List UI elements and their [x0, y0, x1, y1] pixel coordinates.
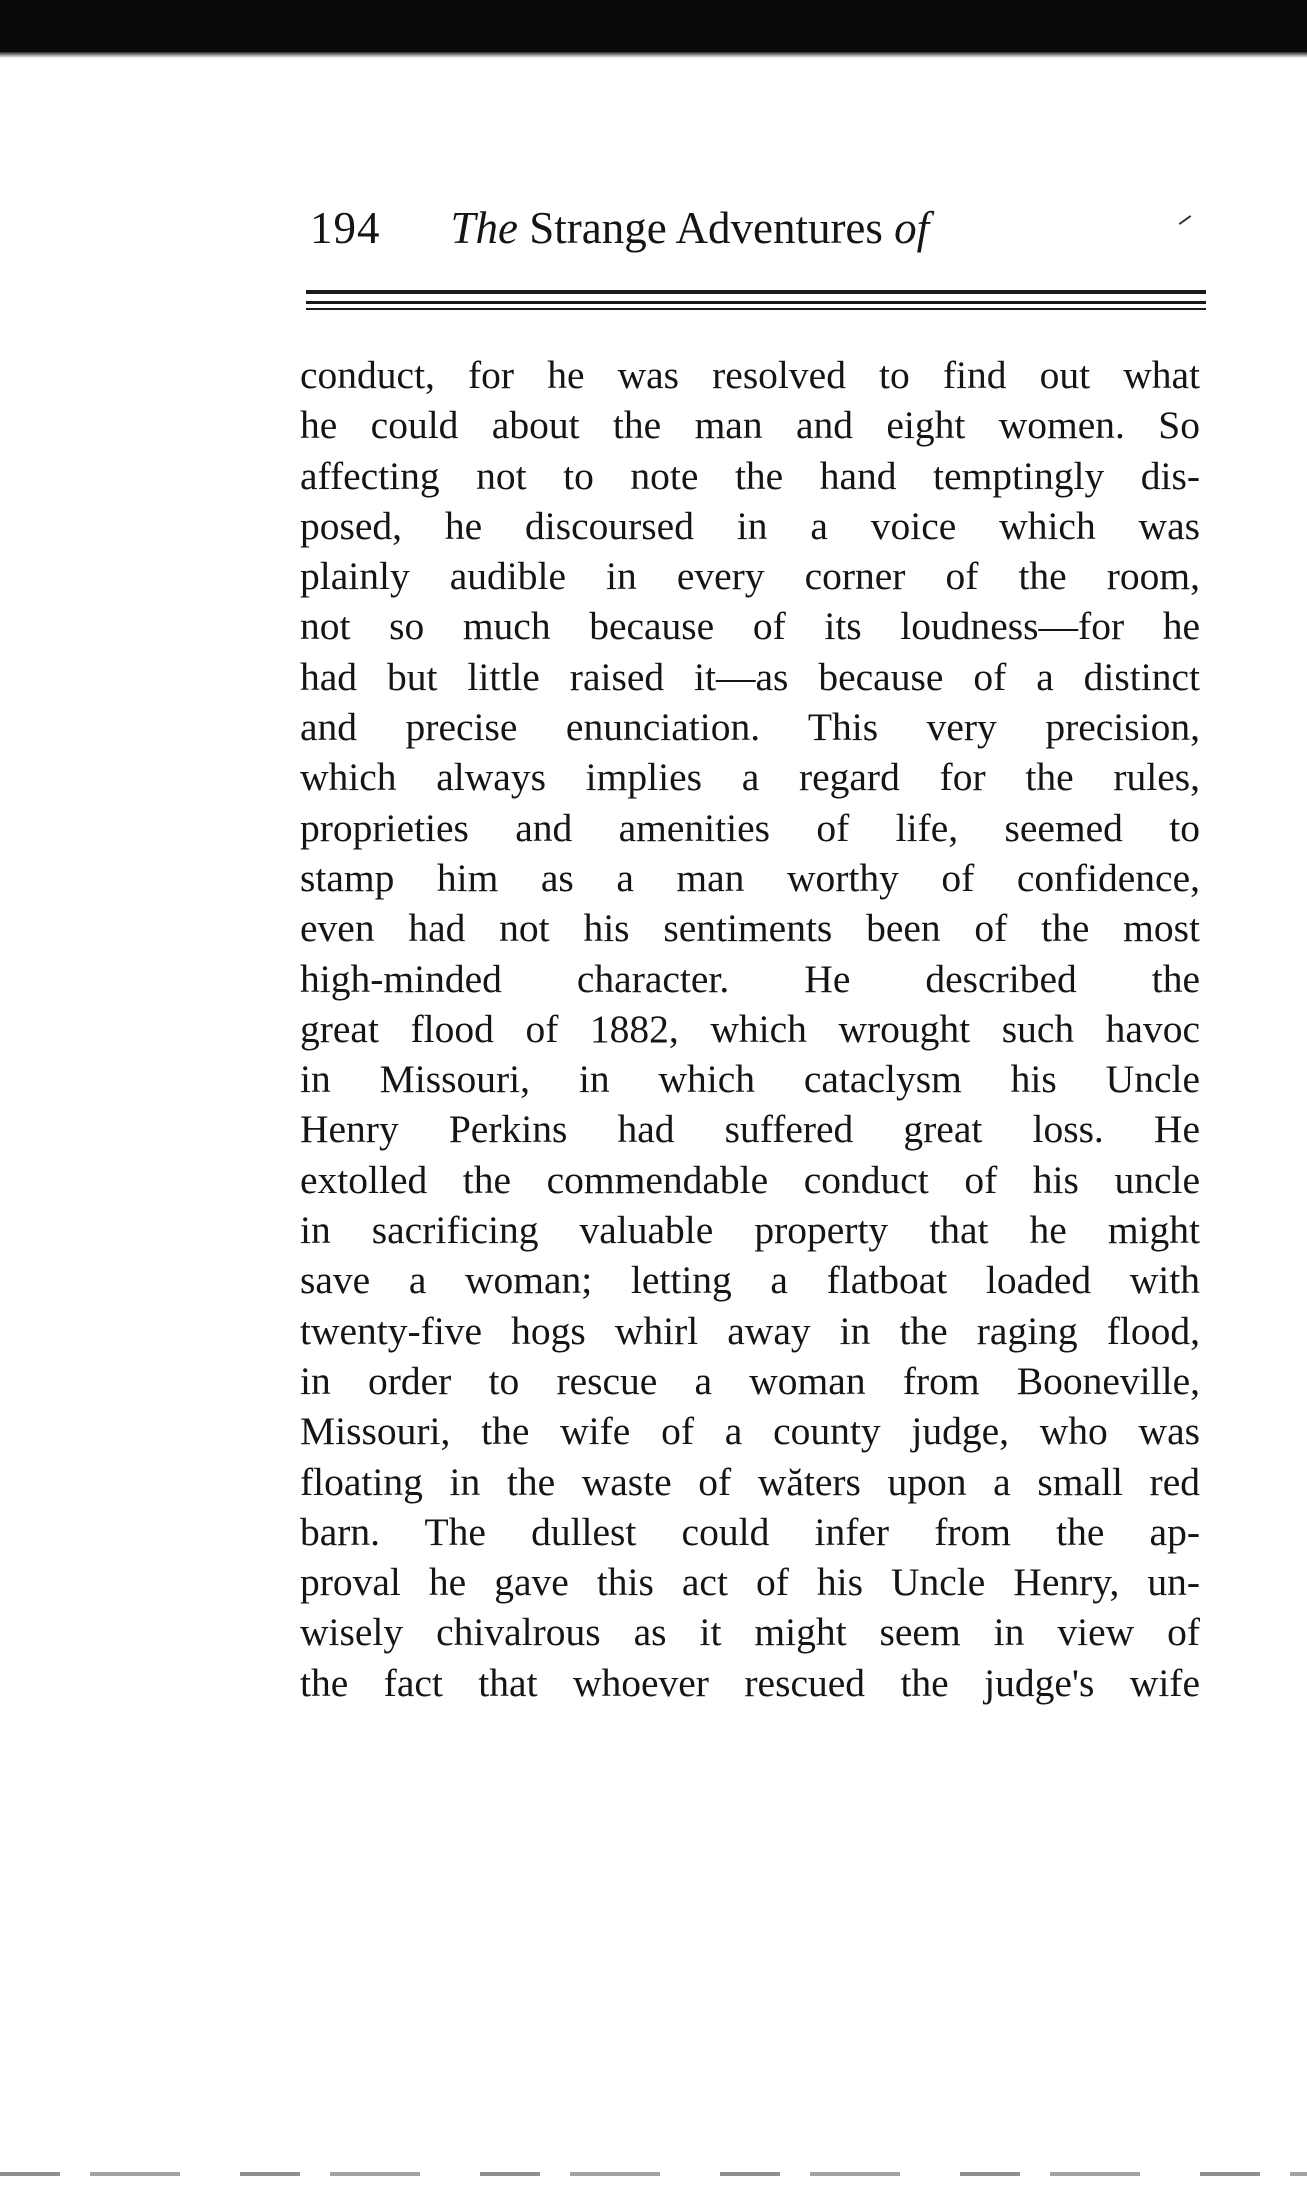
- text-line: Henry Perkins had suffered great loss. He: [300, 1107, 1200, 1152]
- text-line: Missouri, the wife of a county judge, who was: [300, 1409, 1200, 1454]
- title-of: of: [894, 203, 930, 253]
- text-line: floating in the waste of wăters upon a small red: [300, 1459, 1200, 1504]
- text-line: not so much because of its loudness—for he: [300, 604, 1200, 649]
- header-rule-thin: [306, 308, 1206, 310]
- text-line: in order to rescue a woman from Booneville,: [300, 1358, 1200, 1403]
- text-line: affecting not to note the hand temptingly dis-: [300, 453, 1200, 498]
- text-line: in Missouri, in which cataclysm his Uncle: [300, 1057, 1200, 1102]
- text-line: which always implies a regard for the rules,: [300, 755, 1200, 800]
- text-line: had but little raised it—as because of a distinct: [300, 654, 1200, 699]
- text-line: and precise enunciation. This very precision,: [300, 705, 1200, 750]
- title-the: The: [450, 203, 518, 253]
- header-rule-thick: [306, 290, 1206, 294]
- text-line: save a woman; letting a flatboat loaded with: [300, 1258, 1200, 1303]
- text-line: great flood of 1882, which wrought such havoc: [300, 1006, 1200, 1051]
- text-line: the fact that whoever rescued the judge's wife: [300, 1660, 1200, 1705]
- page-number: 194: [310, 203, 381, 253]
- text-line: wisely chivalrous as it might seem in view of: [300, 1610, 1200, 1655]
- running-head: [310, 198, 1210, 258]
- scan-top-edge: [0, 52, 1307, 58]
- text-line: plainly audible in every corner of the room,: [300, 554, 1200, 599]
- header-rule-middle: [306, 301, 1206, 304]
- text-line: even had not his sentiments been of the most: [300, 906, 1200, 951]
- title-main: Strange Adventures: [529, 203, 883, 253]
- text-line: twenty-five hogs whirl away in the raging flood,: [300, 1308, 1200, 1353]
- text-line: barn. The dullest could infer from the ap-: [300, 1509, 1200, 1554]
- text-line: proprieties and amenities of life, seemed to: [300, 805, 1200, 850]
- text-line: he could about the man and eight women. So: [300, 403, 1200, 448]
- text-line: in sacrificing valuable property that he might: [300, 1208, 1200, 1253]
- text-line: stamp him as a man worthy of confidence,: [300, 855, 1200, 900]
- body-text: [300, 350, 1200, 1708]
- text-line: proval he gave this act of his Uncle Henry, un-: [300, 1560, 1200, 1605]
- text-line: conduct, for he was resolved to find out what: [300, 353, 1200, 397]
- text-line: posed, he discoursed in a voice which was: [300, 503, 1200, 548]
- text-line: extolled the commendable conduct of his uncle: [300, 1157, 1200, 1202]
- scan-bottom-edge: [0, 2172, 1307, 2176]
- text-line: high-minded character. He described the: [300, 956, 1200, 1001]
- scan-top-border: [0, 0, 1307, 52]
